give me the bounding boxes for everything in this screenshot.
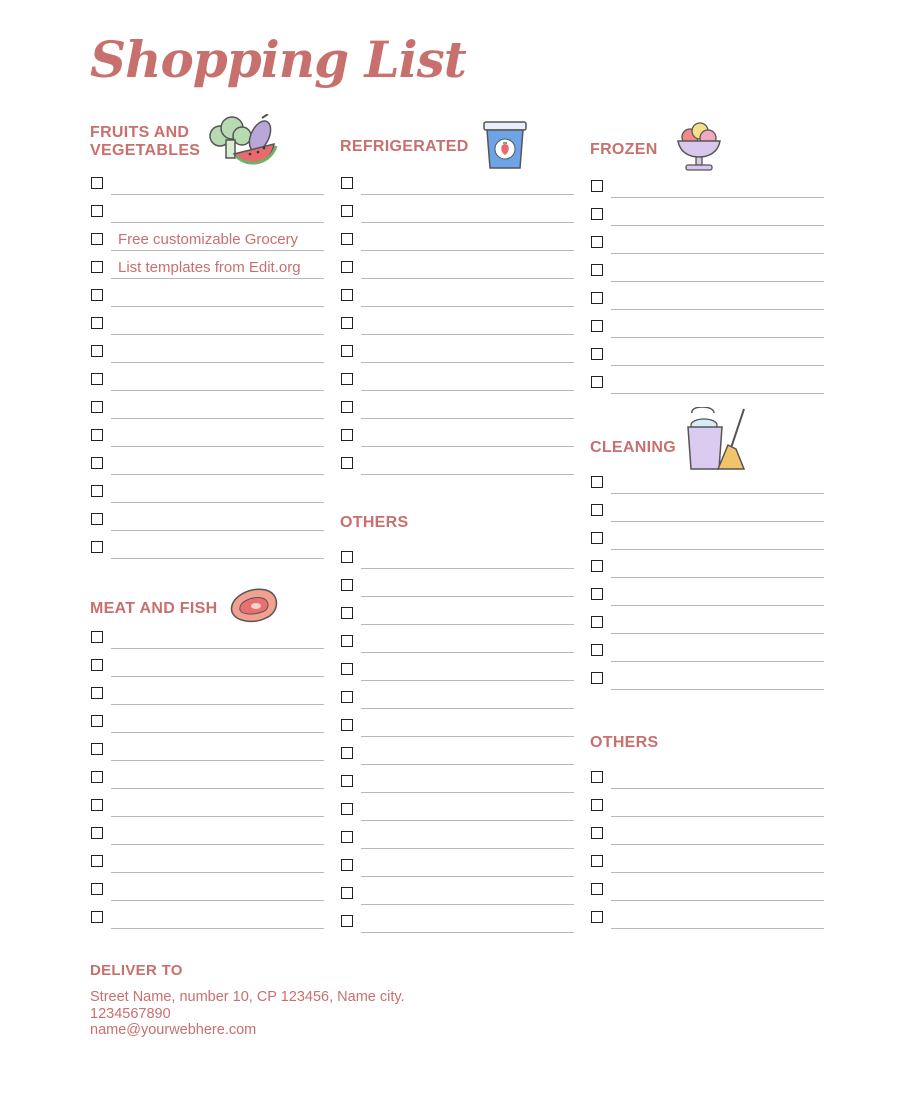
list-item — [590, 285, 824, 313]
write-line[interactable] — [111, 306, 324, 307]
checkbox[interactable] — [91, 687, 103, 699]
section-title: REFRIGERATED — [340, 138, 469, 155]
list-item — [590, 848, 824, 876]
checkbox[interactable] — [91, 373, 103, 385]
checkbox[interactable] — [341, 233, 353, 245]
write-line[interactable] — [611, 900, 824, 901]
write-line[interactable] — [361, 390, 574, 391]
checkbox[interactable] — [341, 205, 353, 217]
write-line[interactable] — [611, 309, 824, 310]
write-line[interactable] — [611, 521, 824, 522]
checkbox[interactable] — [341, 579, 353, 591]
list-item — [90, 422, 324, 450]
list-item — [340, 338, 574, 366]
checkbox[interactable] — [591, 799, 603, 811]
checkbox[interactable] — [91, 289, 103, 301]
checkbox[interactable] — [341, 831, 353, 843]
checkbox[interactable] — [341, 401, 353, 413]
write-line[interactable] — [611, 281, 824, 282]
write-line[interactable] — [611, 365, 824, 366]
checkbox[interactable] — [341, 317, 353, 329]
write-line[interactable] — [111, 760, 324, 761]
write-line[interactable] — [611, 225, 824, 226]
write-line[interactable] — [111, 362, 324, 363]
write-line[interactable] — [361, 792, 574, 793]
checkbox[interactable] — [591, 883, 603, 895]
list-item — [90, 680, 324, 708]
section-title: OTHERS — [340, 514, 409, 531]
list-item — [340, 226, 574, 254]
list-item — [590, 341, 824, 369]
list-item-text: Free customizable Grocery — [118, 231, 299, 248]
list-item — [590, 876, 824, 904]
write-line[interactable] — [361, 362, 574, 363]
list-item — [340, 908, 574, 936]
write-line[interactable] — [111, 502, 324, 503]
write-line[interactable] — [361, 222, 574, 223]
write-line[interactable] — [111, 676, 324, 677]
list-item — [590, 820, 824, 848]
checkbox[interactable] — [591, 292, 603, 304]
list-item — [590, 525, 824, 553]
write-line[interactable] — [111, 788, 324, 789]
write-line[interactable] — [361, 250, 574, 251]
write-line[interactable] — [111, 194, 324, 195]
list-item — [90, 282, 324, 310]
write-line[interactable] — [611, 928, 824, 929]
checkbox[interactable] — [341, 551, 353, 563]
checkbox[interactable] — [91, 345, 103, 357]
checkbox[interactable] — [341, 261, 353, 273]
checkbox[interactable] — [91, 799, 103, 811]
write-line[interactable] — [361, 932, 574, 933]
write-line[interactable] — [111, 900, 324, 901]
list-item — [340, 572, 574, 600]
list-item — [340, 170, 574, 198]
write-line[interactable] — [361, 568, 574, 569]
deliver-to-block — [90, 962, 405, 1039]
list-item — [590, 369, 824, 397]
list-item — [90, 338, 324, 366]
checkbox[interactable] — [91, 485, 103, 497]
section-title: CLEANING — [590, 439, 676, 456]
checkbox[interactable] — [591, 236, 603, 248]
list-item — [90, 736, 324, 764]
write-line[interactable] — [111, 648, 324, 649]
list-item — [90, 624, 324, 652]
section-others-right — [590, 724, 824, 932]
checkbox[interactable] — [341, 915, 353, 927]
write-line[interactable] — [611, 788, 824, 789]
cleaning-bucket-icon — [684, 407, 748, 473]
list-item — [90, 904, 324, 932]
deliver-email: name@yourwebhere.com — [90, 1022, 257, 1038]
write-line[interactable] — [111, 446, 324, 447]
write-line[interactable] — [611, 337, 824, 338]
write-line[interactable] — [361, 446, 574, 447]
checkbox[interactable] — [91, 457, 103, 469]
checkbox[interactable] — [341, 429, 353, 441]
checkbox[interactable] — [591, 180, 603, 192]
section-others-middle — [340, 504, 574, 936]
write-line[interactable] — [611, 689, 824, 690]
deliver-title: DELIVER TO — [90, 962, 183, 979]
section-refrigerated — [340, 118, 574, 478]
checkbox[interactable] — [341, 719, 353, 731]
write-line[interactable] — [111, 816, 324, 817]
write-line[interactable] — [361, 418, 574, 419]
checkbox[interactable] — [591, 476, 603, 488]
list-item — [90, 764, 324, 792]
write-line[interactable] — [361, 334, 574, 335]
list-item — [90, 652, 324, 680]
write-line[interactable] — [611, 816, 824, 817]
write-line[interactable] — [361, 904, 574, 905]
checkbox[interactable] — [91, 401, 103, 413]
vegetables-icon — [206, 114, 278, 174]
list-item — [590, 469, 824, 497]
write-line[interactable] — [361, 306, 574, 307]
checkbox[interactable] — [341, 289, 353, 301]
list-item — [590, 313, 824, 341]
checkbox[interactable] — [591, 771, 603, 783]
checkbox[interactable] — [91, 883, 103, 895]
section-title: OTHERS — [590, 734, 659, 751]
write-line[interactable] — [111, 278, 324, 279]
list-item — [340, 880, 574, 908]
checkbox[interactable] — [591, 644, 603, 656]
write-line[interactable] — [361, 764, 574, 765]
yogurt-icon — [480, 120, 530, 172]
write-line[interactable] — [111, 704, 324, 705]
checkbox[interactable] — [591, 588, 603, 600]
checkbox[interactable] — [91, 541, 103, 553]
list-item — [90, 708, 324, 736]
checkbox[interactable] — [341, 747, 353, 759]
list-item — [90, 478, 324, 506]
list-item — [340, 366, 574, 394]
write-line[interactable] — [111, 222, 324, 223]
checkbox[interactable] — [341, 457, 353, 469]
list-item — [340, 282, 574, 310]
checkbox[interactable] — [591, 560, 603, 572]
checkbox[interactable] — [91, 513, 103, 525]
list-item — [90, 226, 324, 254]
section-title: FROZEN — [590, 141, 658, 158]
checkbox[interactable] — [91, 261, 103, 273]
write-line[interactable] — [611, 633, 824, 634]
checkbox[interactable] — [591, 376, 603, 388]
checkbox[interactable] — [91, 205, 103, 217]
checkbox[interactable] — [91, 911, 103, 923]
checkbox[interactable] — [591, 855, 603, 867]
write-line[interactable] — [361, 624, 574, 625]
write-line[interactable] — [611, 872, 824, 873]
checkbox[interactable] — [341, 345, 353, 357]
write-line[interactable] — [361, 652, 574, 653]
write-line[interactable] — [361, 278, 574, 279]
list-item — [90, 198, 324, 226]
list-item — [90, 506, 324, 534]
list-item — [340, 254, 574, 282]
checkbox[interactable] — [341, 607, 353, 619]
list-item — [340, 422, 574, 450]
list-item — [340, 656, 574, 684]
list-item — [90, 254, 324, 282]
write-line[interactable] — [611, 577, 824, 578]
list-item — [90, 848, 324, 876]
checkbox[interactable] — [341, 859, 353, 871]
section-title: MEAT AND FISH — [90, 600, 218, 617]
list-item — [590, 764, 824, 792]
checkbox[interactable] — [591, 616, 603, 628]
section-cleaning — [590, 429, 824, 693]
list-item — [590, 553, 824, 581]
checkbox[interactable] — [591, 208, 603, 220]
write-line[interactable] — [611, 197, 824, 198]
write-line[interactable] — [111, 418, 324, 419]
list-item — [340, 198, 574, 226]
list-item — [340, 394, 574, 422]
checkbox[interactable] — [591, 827, 603, 839]
list-item — [90, 170, 324, 198]
checkbox[interactable] — [91, 771, 103, 783]
list-item — [340, 544, 574, 572]
checkbox[interactable] — [591, 672, 603, 684]
write-line[interactable] — [611, 549, 824, 550]
write-line[interactable] — [361, 708, 574, 709]
list-item — [590, 637, 824, 665]
write-line[interactable] — [361, 194, 574, 195]
checkbox[interactable] — [91, 233, 103, 245]
list-item — [340, 768, 574, 796]
list-item — [90, 310, 324, 338]
list-item — [340, 628, 574, 656]
write-line[interactable] — [611, 493, 824, 494]
checkbox[interactable] — [91, 429, 103, 441]
checkbox[interactable] — [341, 887, 353, 899]
list-item — [90, 820, 324, 848]
checkbox[interactable] — [591, 504, 603, 516]
section-title: FRUITS AND VEGETABLES — [90, 124, 201, 159]
write-line[interactable] — [361, 596, 574, 597]
section-frozen — [590, 121, 824, 397]
list-item — [590, 581, 824, 609]
checkbox[interactable] — [591, 532, 603, 544]
write-line[interactable] — [111, 872, 324, 873]
write-line[interactable] — [111, 558, 324, 559]
list-item — [590, 609, 824, 637]
write-line[interactable] — [361, 736, 574, 737]
checkbox[interactable] — [341, 635, 353, 647]
list-item — [590, 257, 824, 285]
list-item — [90, 792, 324, 820]
checkbox[interactable] — [91, 855, 103, 867]
checkbox[interactable] — [91, 743, 103, 755]
section-meat-fish — [90, 584, 324, 932]
list-item — [590, 665, 824, 693]
list-item — [90, 534, 324, 562]
list-item — [90, 450, 324, 478]
write-line[interactable] — [111, 928, 324, 929]
list-item — [340, 712, 574, 740]
list-item — [90, 394, 324, 422]
section-fruits-vegetables — [90, 118, 324, 562]
list-item — [340, 796, 574, 824]
checkbox[interactable] — [341, 803, 353, 815]
checkbox[interactable] — [591, 348, 603, 360]
list-item — [590, 173, 824, 201]
write-line[interactable] — [111, 334, 324, 335]
list-item — [590, 229, 824, 257]
checkbox[interactable] — [91, 827, 103, 839]
write-line[interactable] — [111, 530, 324, 531]
list-item — [340, 740, 574, 768]
checkbox[interactable] — [91, 177, 103, 189]
write-line[interactable] — [111, 390, 324, 391]
list-item — [590, 792, 824, 820]
checkbox[interactable] — [591, 264, 603, 276]
steak-icon — [226, 584, 280, 626]
list-item — [340, 824, 574, 852]
list-item — [90, 366, 324, 394]
write-line[interactable] — [611, 393, 824, 394]
write-line[interactable] — [611, 253, 824, 254]
list-item — [590, 201, 824, 229]
checkbox[interactable] — [341, 775, 353, 787]
list-item — [340, 450, 574, 478]
write-line[interactable] — [111, 844, 324, 845]
page-title: Shopping List — [90, 30, 466, 89]
write-line[interactable] — [361, 680, 574, 681]
deliver-phone: 1234567890 — [90, 1005, 171, 1022]
write-line[interactable] — [611, 844, 824, 845]
list-item-text: List templates from Edit.org — [118, 259, 301, 276]
checkbox[interactable] — [91, 659, 103, 671]
list-item — [340, 684, 574, 712]
checkbox[interactable] — [91, 317, 103, 329]
ice-cream-icon — [674, 121, 724, 173]
write-line[interactable] — [361, 848, 574, 849]
list-item — [340, 600, 574, 628]
list-item — [590, 497, 824, 525]
write-line[interactable] — [611, 605, 824, 606]
checkbox[interactable] — [341, 373, 353, 385]
checkbox[interactable] — [591, 911, 603, 923]
list-item — [90, 876, 324, 904]
write-line[interactable] — [611, 661, 824, 662]
write-line[interactable] — [111, 732, 324, 733]
write-line[interactable] — [361, 474, 574, 475]
checkbox[interactable] — [341, 663, 353, 675]
checkbox[interactable] — [591, 320, 603, 332]
checkbox[interactable] — [91, 631, 103, 643]
list-item — [590, 904, 824, 932]
write-line[interactable] — [111, 474, 324, 475]
list-item — [340, 310, 574, 338]
write-line[interactable] — [361, 820, 574, 821]
deliver-address: Street Name, number 10, CP 123456, Name city. — [90, 989, 405, 1005]
checkbox[interactable] — [341, 177, 353, 189]
checkbox[interactable] — [341, 691, 353, 703]
checkbox[interactable] — [91, 715, 103, 727]
write-line[interactable] — [111, 250, 324, 251]
write-line[interactable] — [361, 876, 574, 877]
list-item — [340, 852, 574, 880]
